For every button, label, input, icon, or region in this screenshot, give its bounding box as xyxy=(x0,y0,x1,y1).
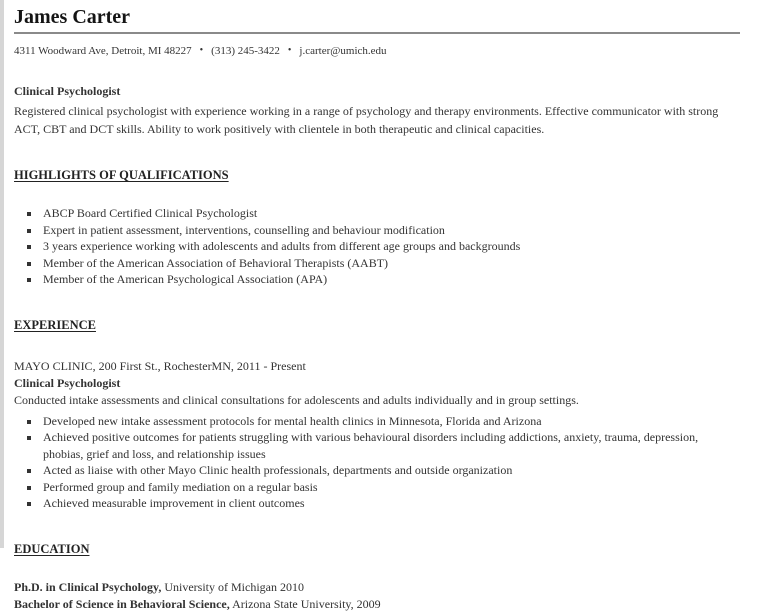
education-list xyxy=(14,579,740,614)
list-item: ▪ Performed group and family mediation on a regular basis xyxy=(41,479,740,496)
section-heading-experience: EXPERIENCE xyxy=(14,317,96,332)
contact-address: 4311 Woodward Ave, Detroit, MI 48227 xyxy=(14,45,192,57)
education-degree: Bachelor of Science in Behavioral Science, xyxy=(14,597,230,611)
education-entry xyxy=(14,596,740,614)
summary-text: Registered clinical psychologist with experience working in a range of psychology and therapy environments. Effective communicator with strong ACT, CBT and DCT skills. Ability to work positively with clientele in both therapeutic and clinical capacities. xyxy=(14,104,719,136)
education-entry xyxy=(14,579,740,597)
list-item: ▪ Member of the American Psychological Association (APA) xyxy=(41,271,740,288)
summary-job-title: Clinical Psychologist xyxy=(14,84,121,98)
contact-phone: (313) 245-3422 xyxy=(211,45,280,57)
list-item: ▪ Member of the American Association of Behavioral Therapists (AABT) xyxy=(41,255,740,272)
list-item: ▪ ABCP Board Certified Clinical Psychologist xyxy=(41,205,740,222)
qualifications-list xyxy=(14,205,740,288)
list-item: ▪ Developed new intake assessment protocols for mental health clinics in Minnesota, Florida and Arizona xyxy=(41,413,740,430)
experience-employer-line: MAYO CLINIC, 200 First St., RochesterMN, 2011 - Present xyxy=(14,358,306,373)
contact-separator: • xyxy=(199,45,204,56)
education-degree: Ph.D. in Clinical Psychology, xyxy=(14,579,162,594)
contact-separator: • xyxy=(287,45,292,56)
section-heading-qualifications: HIGHLIGHTS OF QUALIFICATIONS xyxy=(14,168,229,182)
list-item: ▪ Achieved measurable improvement in client outcomes xyxy=(41,495,740,512)
list-item: ▪ Expert in patient assessment, interventions, counselling and behaviour modification xyxy=(41,222,740,239)
name-divider xyxy=(14,32,740,34)
contact-line xyxy=(14,45,740,57)
list-item: ▪ Acted as liaise with other Mayo Clinic health professionals, departments and outside organization xyxy=(41,462,740,479)
list-item: ▪ Achieved positive outcomes for patients struggling with various behavioural disorders including addictions, anxiety, trauma, depression, phobias, grief and loss, and relationship issues xyxy=(41,429,740,462)
education-details: Arizona State University, 2009 xyxy=(232,597,381,611)
section-heading-education: EDUCATION xyxy=(14,541,90,556)
resume-name: James Carter xyxy=(14,6,131,28)
page-left-edge xyxy=(0,0,4,548)
education-details: University of Michigan 2010 xyxy=(164,579,305,594)
list-item: ▪ 3 years experience working with adolescents and adults from different age groups and backgrounds xyxy=(41,238,740,255)
contact-email: j.carter@umich.edu xyxy=(299,45,387,57)
experience-job-title: Clinical Psychologist xyxy=(14,375,121,390)
experience-list xyxy=(14,413,740,512)
experience-job-summary: Conducted intake assessments and clinical consultations for adolescents and adults individually and in group settings. xyxy=(14,392,579,407)
